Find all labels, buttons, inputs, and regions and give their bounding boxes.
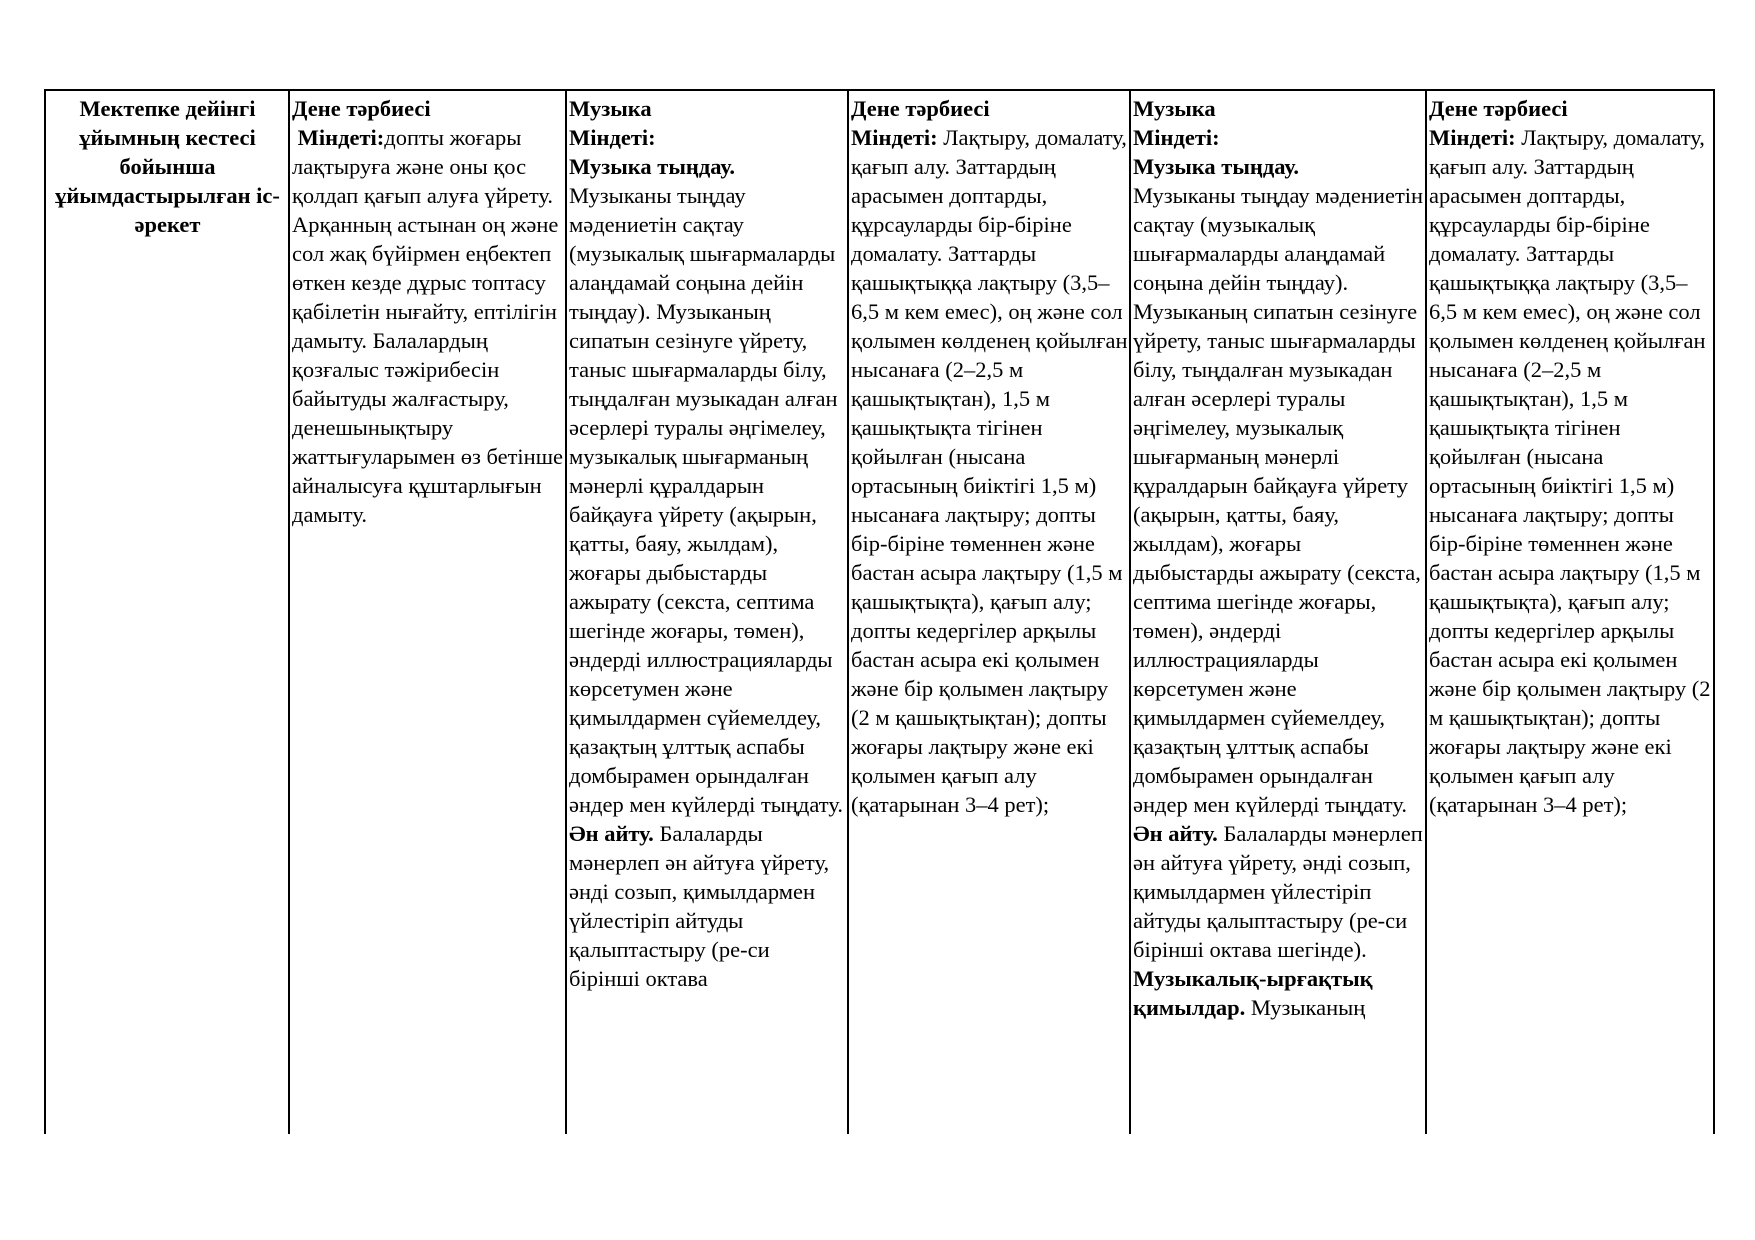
task-label: Міндеті: xyxy=(1429,125,1516,150)
column-title: Музыка xyxy=(569,96,652,121)
task-text: допты жоғары лақтыруға және оны қос қолдап қағып алуға үйрету. Арқанның астынан оң және сол жақ бүйірмен еңбектеп өткен кезде дұрыс топтасу қабілетін нығайту, ептілігін дамыту. Балалардың қозғалыс тәжірибесін байытуды жалғастыру, денешынықтыру жаттығуларымен өз бетінше айналысуға құштарлығын дамыту. xyxy=(292,125,564,527)
column-physical-education-1 xyxy=(289,90,566,1134)
column-title: Дене тәрбиесі xyxy=(851,96,990,121)
column-physical-education-2 xyxy=(848,90,1130,1134)
column-title: Музыка xyxy=(1133,96,1216,121)
singing-text: Балаларды мәнерлеп ән айтуға үйрету, әнді созып, қимылдармен үйлестіріп айтуды қалыптастыру (ре-си бірінші октава шегінде). xyxy=(1133,821,1423,962)
task-text: Лақтыру, домалату, қағып алу. Заттардың арасымен доптарды, құрсауларды бір-біріне домалату. Заттарды қашықтыққа лақтыру (3,5–6,5 м кем емес), оң және сол қолымен көлденең қойылған нысанаға (2–2,5 м қашықтықтан), 1,5 м қашықтықта тігінен қойылған (нысана ортасының биіктігі 1,5 м) нысанаға лақтыру; допты бір-біріне төменнен және бастан асыра лақтыру (1,5 м қашықтықта), қағып алу; допты кедергілер арқылы бастан асыра екі қолымен және бір қолымен лақтыру (2 м қашықтықтан); допты жоғары лақтыру және екі қолымен қағып алу (қатарынан 3–4 рет); xyxy=(851,125,1128,817)
column-title: Дене тәрбиесі xyxy=(1429,96,1568,121)
task-label: Міндеті: xyxy=(569,125,656,150)
listening-heading: Музыка тыңдау. xyxy=(1133,154,1299,179)
task-label: Міндеті: xyxy=(297,125,385,150)
column-physical-education-3 xyxy=(1426,90,1714,1134)
listening-text: Музыканы тыңдау мәдениетін сақтау (музыкалық шығармаларды алаңдамай соңына дейін тыңдау). Музыканың сипатын сезінуге үйрету, таныс шығармаларды білу, тыңдалған музыкадан алған әсерлері туралы әңгімелеу, музыкалық шығарманың мәнерлі құралдарын байқауға үйрету (ақырын, қатты, баяу, жылдам), жоғары дыбыстарды ажырату (секста, септима шегінде жоғары, төмен), әндерді иллюстрацияларды көрсетумен және қимылдармен сүйемелдеу, қазақтың ұлттық аспабы домбырамен орындалған әндер мен күйлерді тыңдату. xyxy=(1133,183,1424,817)
task-label: Міндеті: xyxy=(851,125,938,150)
schedule-table xyxy=(44,89,1715,1134)
listening-text: Музыканы тыңдау мәдениетін сақтау (музыкалық шығармаларды алаңдамай соңына дейін тыңдау). Музыканың сипатын сезінуге үйрету, таныс шығармаларды білу, тыңдалған музыкадан алған әсерлері туралы әңгімелеу, музыкалық шығарманың мәнерлі құралдарын байқауға үйрету (ақырын, қатты, баяу, жылдам), жоғары дыбыстарды ажырату (секста, септима шегінде жоғары, төмен), әндерді иллюстрацияларды көрсетумен және қимылдармен сүйемелдеу, қазақтың ұлттық аспабы домбырамен орындалған әндер мен күйлерді тыңдату. xyxy=(569,183,843,817)
listening-heading: Музыка тыңдау. xyxy=(569,154,735,179)
singing-block xyxy=(569,819,846,993)
task-text: Лақтыру, домалату, қағып алу. Заттардың арасымен доптарды, құрсауларды бір-біріне домалату. Заттарды қашықтыққа лақтыру (3,5–6,5 м кем емес), оң және сол қолымен көлденең қойылған нысанаға (2–2,5 м қашықтықтан), 1,5 м қашықтықта тігінен қойылған (нысана ортасының биіктігі 1,5 м) нысанаға лақтыру; допты бір-біріне төменнен және бастан асыра лақтыру (1,5 м қашықтықта), қағып алу; допты кедергілер арқылы бастан асыра екі қолымен және бір қолымен лақтыру (2 м қашықтықтан); допты жоғары лақтыру және екі қолымен қағып алу (қатарынан 3–4 рет); xyxy=(1429,125,1711,817)
singing-heading: Ән айту. xyxy=(569,821,654,846)
task-label: Міндеті: xyxy=(1133,125,1220,150)
column-music-2 xyxy=(1130,90,1426,1134)
singing-block xyxy=(1133,819,1424,964)
column-title: Дене тәрбиесі xyxy=(292,96,431,121)
singing-heading: Ән айту. xyxy=(1133,821,1218,846)
singing-text: Балаларды мәнерлеп ән айтуға үйрету, әнді созып, қимылдармен үйлестіріп айтуды қалыптастыру (ре-си бірінші октава xyxy=(569,821,830,991)
column-music-1 xyxy=(566,90,848,1134)
rhythm-text: Музыканың xyxy=(1250,995,1366,1020)
table-row xyxy=(45,90,1714,1134)
column-body xyxy=(851,123,1128,819)
rhythm-block xyxy=(1133,964,1424,1022)
row-label: Мектепке дейінгі ұйымның кестесі бойынша ұйымдастырылған іс-әрекет xyxy=(45,90,289,1134)
rhythm-heading: Музыкалық-ырғақтық қимылдар. xyxy=(1133,966,1373,1020)
column-body xyxy=(1429,123,1712,819)
column-body xyxy=(292,123,564,529)
